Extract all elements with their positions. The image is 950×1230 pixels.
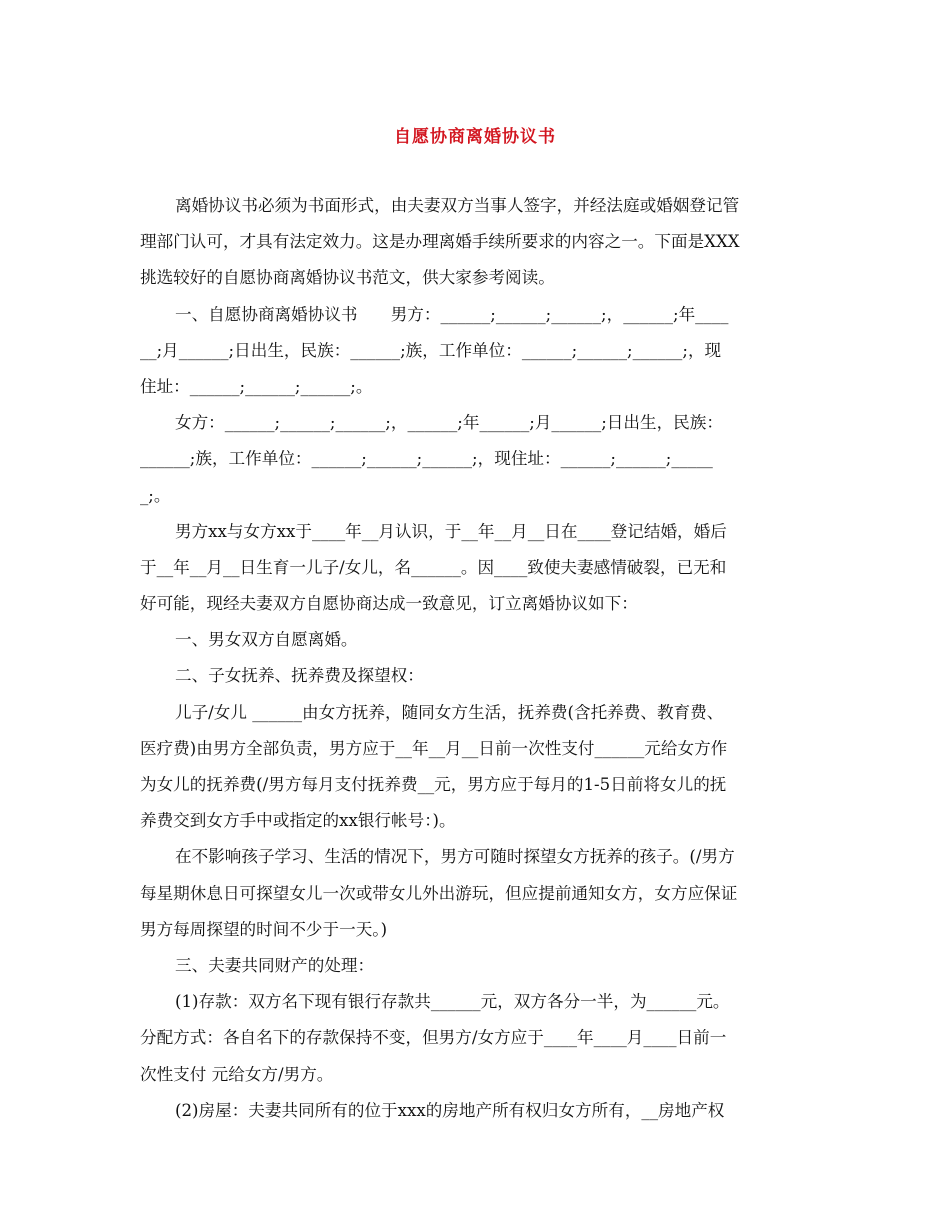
- paragraph-line: 好可能，现经夫妻双方自愿协商达成一致意见，订立离婚协议如下：: [140, 594, 638, 614]
- paragraph-line: 一、自愿协商离婚协议书 男方：______;______;______;，______;年____: [175, 304, 729, 324]
- document-title: 自愿协商离婚协议书: [394, 127, 556, 147]
- paragraph-line: 一、男女双方自愿离婚。: [175, 630, 358, 650]
- paragraph-line: 养费交到女方手中或指定的xx银行帐号：)。: [140, 811, 456, 831]
- paragraph-line: 理部门认可，才具有法定效力。这是办理离婚手续所要求的内容之一。下面是XXX: [140, 232, 740, 252]
- paragraph-line: 在不影响孩子学习、生活的情况下，男方可随时探望女方抚养的孩子。(/男方: [175, 847, 735, 867]
- paragraph-line: 于__年__月__日生育一儿子/女儿，名______。因____致使夫妻感情破裂，已无和: [140, 557, 727, 577]
- paragraph-line: 女方：______;______;______;，______;年______;月______;日出生，民族：: [175, 413, 723, 433]
- paragraph-line: 住址：______;______;______;。: [140, 376, 373, 396]
- paragraph-line: 二、子女抚养、抚养费及探望权：: [175, 666, 424, 686]
- paragraph-line: ______;族，工作单位：______;______;______;，现住址：______;______;_____: [140, 449, 713, 469]
- paragraph-line: 男方xx与女方xx于____年__月认识，于__年__月__日在____登记结婚，婚后: [175, 521, 727, 541]
- paragraph-line: 为女儿的抚养费(/男方每月支付抚养费__元，男方应于每月的1-5日前将女儿的抚: [140, 775, 727, 794]
- paragraph-line: 三、夫妻共同财产的处理：: [175, 955, 375, 975]
- paragraph-line: 次性支付 元给女方/男方。: [140, 1064, 334, 1084]
- paragraph-line: 男方每周探望的时间不少于一天。): [140, 919, 388, 939]
- paragraph-line: 离婚协议书必须为书面形式，由夫妻双方当事人签字，并经法庭或婚姻登记管: [175, 196, 740, 215]
- paragraph-line: (1)存款：双方名下现有银行存款共______元，双方各分一半，为______元。: [175, 992, 730, 1012]
- paragraph-line: 儿子/女儿 ______由女方抚养，随同女方生活，抚养费(含托养费、教育费、: [175, 702, 724, 722]
- paragraph-line: 分配方式：各自名下的存款保持不变，但男方/女方应于____年____月____日前一: [140, 1028, 727, 1048]
- paragraph-line: __;月______;日出生，民族：______;族，工作单位：______;______;______;，现: [140, 340, 722, 360]
- paragraph-line: 每星期休息日可探望女儿一次或带女儿外出游玩，但应提前通知女方，女方应保证: [140, 883, 738, 903]
- paragraph-line: 挑选较好的自愿协商离婚协议书范文，供大家参考阅读。: [140, 268, 555, 288]
- paragraph-line: 医疗费)由男方全部负责，男方应于__年__月__日前一次性支付______元给女方作: [140, 738, 728, 758]
- paragraph-line: _;。: [140, 485, 171, 505]
- paragraph-line: (2)房屋：夫妻共同所有的位于xxx的房地产所有权归女方所有，__房地产权: [175, 1100, 725, 1120]
- document-body: [140, 188, 820, 1129]
